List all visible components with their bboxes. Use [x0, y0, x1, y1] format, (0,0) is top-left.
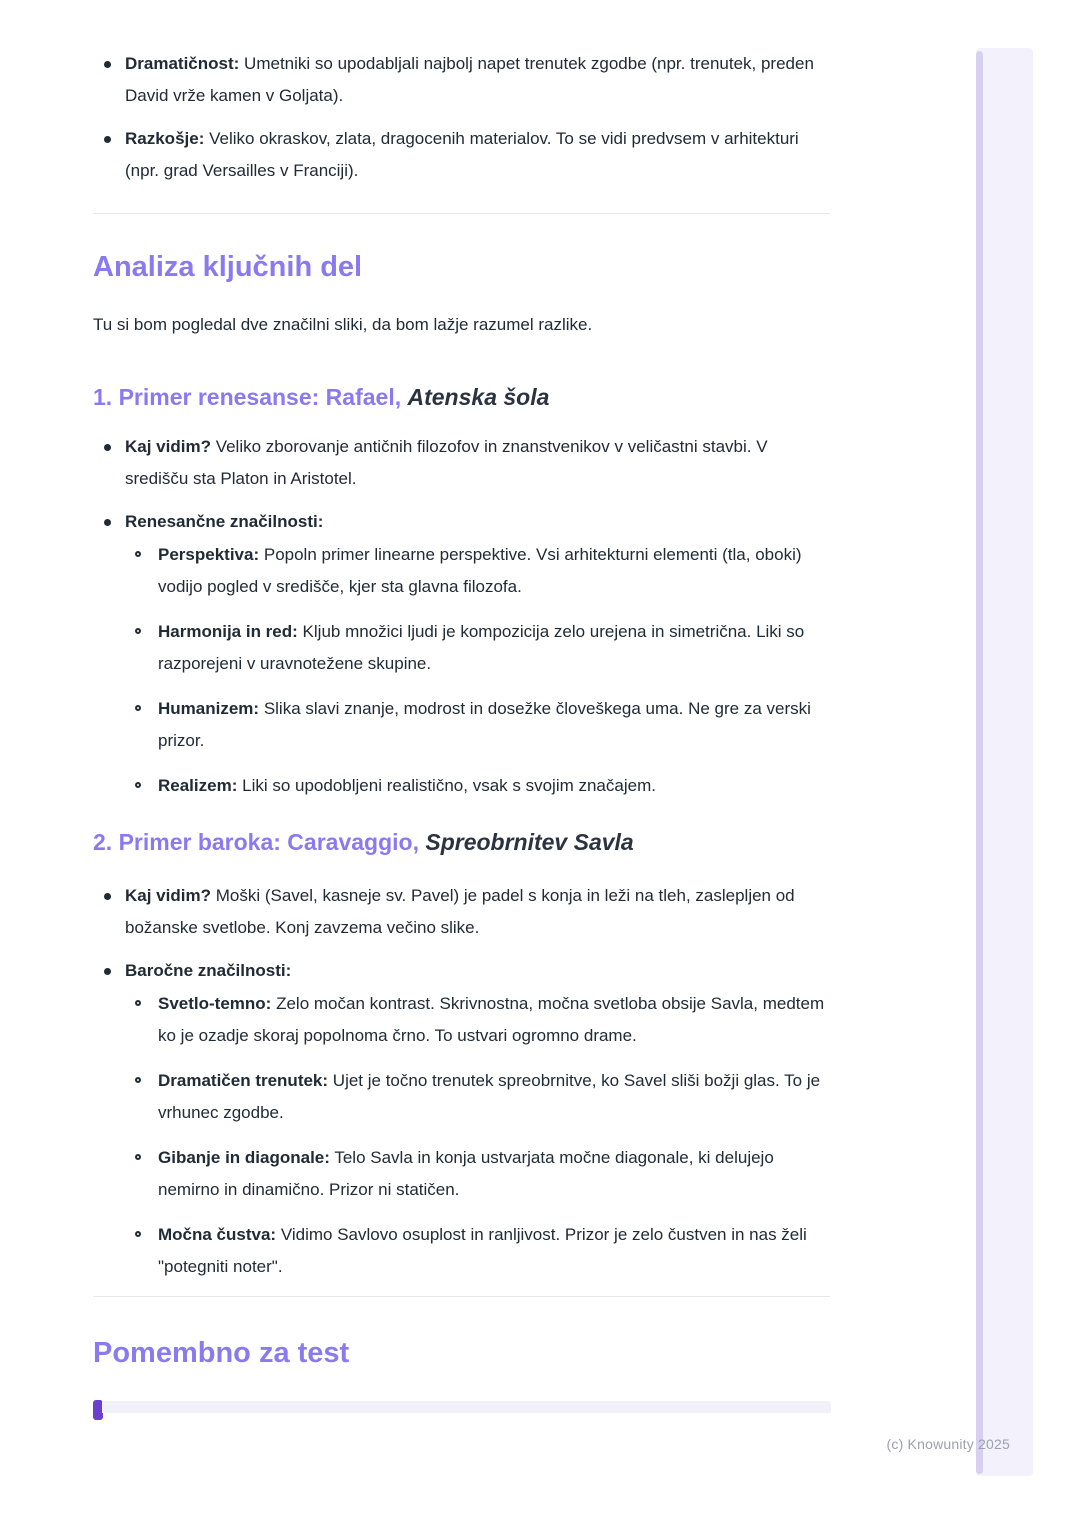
- sublist-item: [125, 1219, 830, 1283]
- subsection-heading-plain: 2. Primer baroka: Caravaggio,: [93, 829, 419, 855]
- item-text-wrap: [125, 886, 795, 937]
- item-text: Umetniki so upodabljali najbolj napet trenutek zgodbe (npr. trenutek, preden David vrže kamen v Goljata).: [125, 54, 814, 105]
- circle-bullet-icon: [135, 1077, 141, 1083]
- item-lead: Harmonija in red:: [158, 622, 298, 641]
- artwork-title: Spreobrnitev Savla: [425, 829, 634, 855]
- subsection-heading-plain: 1. Primer renesanse: Rafael,: [93, 384, 402, 410]
- item-lead: Humanizem:: [158, 699, 260, 718]
- circle-bullet-icon: [135, 1231, 141, 1237]
- artwork-title: Atenska šola: [407, 384, 550, 410]
- callout-box-cutoff: [93, 1400, 830, 1422]
- item-lead: Dramatičen trenutek:: [158, 1071, 329, 1090]
- sublist-item: [125, 1065, 830, 1129]
- list-item: [93, 955, 830, 1283]
- item-text: Liki so upodobljeni realistično, vsak s svojim značajem.: [242, 776, 656, 795]
- item-text: Kljub množici ljudi je kompozicija zelo urejena in simetrična. Liki so razporejeni v uravnotežene skupine.: [158, 622, 805, 673]
- item-lead: Svetlo-temno:: [158, 994, 272, 1013]
- list-item: [93, 123, 830, 187]
- item-lead: Realizem:: [158, 776, 238, 795]
- bullet-icon: [104, 519, 111, 526]
- subsection-heading-renaissance: [93, 382, 830, 412]
- item-lead: Močna čustva:: [158, 1225, 277, 1244]
- item-text-wrap: [125, 437, 768, 488]
- circle-bullet-icon: [135, 1154, 141, 1160]
- circle-bullet-icon: [135, 551, 141, 557]
- subsection-heading-baroque: [93, 827, 830, 857]
- section-divider: [93, 213, 830, 214]
- bullet-icon: [104, 136, 111, 143]
- sublist-item: [125, 1142, 830, 1206]
- item-text: Ujet je točno trenutek spreobrnitve, ko Savel sliši božji glas. To je vrhunec zgodbe.: [158, 1071, 821, 1122]
- item-text-wrap: [125, 54, 814, 105]
- list-item: [93, 48, 830, 112]
- item-lead: Kaj vidim?: [125, 886, 211, 905]
- item-text-wrap: [125, 129, 799, 180]
- scrollbar-thumb[interactable]: [976, 51, 983, 1474]
- item-text: Popoln primer linearne perspektive. Vsi arhitekturni elementi (tla, oboki) vodijo pogled v središče, kjer sta glavna filozofa.: [158, 545, 802, 596]
- item-lead: Renesančne značilnosti:: [125, 512, 324, 531]
- circle-bullet-icon: [135, 628, 141, 634]
- list-item: [93, 506, 830, 802]
- sublist-item: [125, 539, 830, 603]
- item-lead: Dramatičnost:: [125, 54, 240, 73]
- item-text: Moški (Savel, kasneje sv. Pavel) je padel s konja in leži na tleh, zaslepljen od božanske svetlobe. Konj zavzema večino slike.: [125, 886, 795, 937]
- item-lead: Gibanje in diagonale:: [158, 1148, 330, 1167]
- item-text-wrap: [158, 1071, 820, 1122]
- item-text: Veliko okraskov, zlata, dragocenih materialov. To se vidi predvsem v arhitekturi (npr. grad Versailles v Franciji).: [125, 129, 799, 180]
- sublist-item: [125, 988, 830, 1052]
- circle-bullet-icon: [135, 705, 141, 711]
- sublist-item: [125, 693, 830, 757]
- item-text: Vidimo Savlovo osuplost in ranljivost. Prizor je zelo čustven in nas želi "potegniti noter".: [158, 1225, 807, 1276]
- item-text-wrap: [158, 622, 804, 673]
- list-item: [93, 880, 830, 944]
- list-item: [93, 431, 830, 495]
- baroque-list: [93, 880, 830, 1283]
- item-lead: Razkošje:: [125, 129, 205, 148]
- section-heading-analysis: Analiza ključnih del: [93, 251, 363, 283]
- section-heading-test: Pomembno za test: [93, 1337, 350, 1369]
- sublist-item: [125, 770, 830, 802]
- bullet-icon: [104, 893, 111, 900]
- document-page: [93, 0, 830, 1422]
- analysis-intro: Tu si bom pogledal dve značilni sliki, da bom lažje razumel razlike.: [93, 315, 593, 334]
- bullet-icon: [104, 968, 111, 975]
- bullet-icon: [104, 61, 111, 68]
- baroque-traits-list: [93, 48, 830, 187]
- item-text-wrap: [158, 1148, 774, 1199]
- section-divider: [93, 1296, 830, 1297]
- circle-bullet-icon: [135, 1000, 141, 1006]
- item-lead: Baročne značilnosti:: [125, 961, 292, 980]
- baroque-sublist: [125, 988, 830, 1283]
- item-text-wrap: [158, 1225, 807, 1276]
- item-text-wrap: [158, 699, 811, 750]
- item-text: Telo Savla in konja ustvarjata močne diagonale, ki delujejo nemirno in dinamično. Prizor ni statičen.: [158, 1148, 774, 1199]
- renaissance-sublist: [125, 539, 830, 802]
- item-text-wrap: [158, 776, 656, 795]
- item-lead: Perspektiva:: [158, 545, 260, 564]
- callout-background-strip: [102, 1401, 831, 1413]
- item-text-wrap: [125, 512, 323, 531]
- item-lead: Kaj vidim?: [125, 437, 211, 456]
- item-text: Zelo močan kontrast. Skrivnostna, močna svetloba obsije Savla, medtem ko je ozadje skoraj popolnoma črno. To ustvari ogromno drame.: [158, 994, 825, 1045]
- item-text-wrap: [125, 961, 291, 980]
- circle-bullet-icon: [135, 782, 141, 788]
- renaissance-list: [93, 431, 830, 802]
- right-scrollbar-track: [976, 48, 1033, 1476]
- sublist-item: [125, 616, 830, 680]
- bullet-icon: [104, 444, 111, 451]
- item-text-wrap: [158, 994, 824, 1045]
- item-text-wrap: [158, 545, 802, 596]
- item-text: Slika slavi znanje, modrost in dosežke človeškega uma. Ne gre za verski prizor.: [158, 699, 811, 750]
- copyright-watermark: (c) Knowunity 2025: [886, 1436, 1010, 1452]
- item-text: Veliko zborovanje antičnih filozofov in znanstvenikov v veličastni stavbi. V središču sta Platon in Aristotel.: [125, 437, 768, 488]
